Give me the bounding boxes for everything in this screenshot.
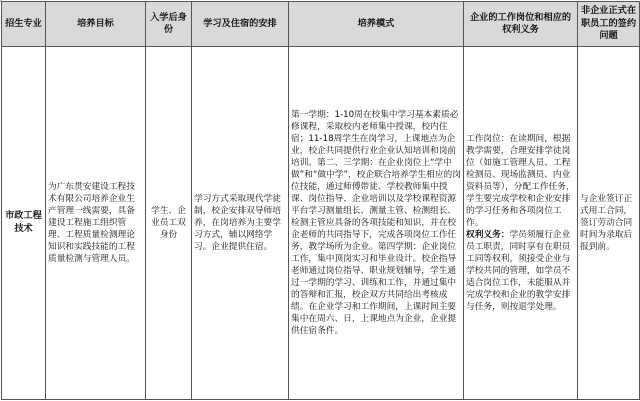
duties-post-text: 工作岗位：在读期间，根据教学需要，合理安排学徒岗位（如施工管理人员、工程检测员、现场监测员、内业资料员等），分配工作任务，学生要完成学校和企业安排的学习任务和各项岗位工作。 — [466, 134, 575, 228]
cell-duties — [464, 47, 578, 400]
cell-goal: 为广东贯安建设工程技术有限公司培养企业生产管理一线需要，具备建设工程施工组织管理、工程质量检测理论知识和实践技能的工程质量检测与管理人员。 — [46, 47, 146, 400]
header-goal: 培养目标 — [46, 2, 146, 47]
duties-rights-text: 学员须履行企业员工职责，同时享有在职员工同等权利，须接受企业与学校共同的管理，如学员不适合岗位工作，未能服从并完成学校和企业的教学安排与任务，则按退学处理。 — [466, 230, 571, 312]
cell-signing: 与企业签订正式用工合同，签订劳动合同时间为录取后报到前。 — [578, 47, 640, 400]
header-duties: 企业的工作岗位和相应的权利义务 — [464, 2, 578, 47]
duties-rights-label: 权利义务： — [466, 230, 510, 240]
table-row — [2, 47, 640, 400]
table-header-row — [2, 2, 640, 47]
header-major: 招生专业 — [2, 2, 46, 47]
header-identity: 入学后身份 — [146, 2, 192, 47]
header-mode: 培养模式 — [289, 2, 464, 47]
training-plan-table — [1, 1, 640, 400]
cell-major: 市政工程技术 — [2, 47, 46, 400]
header-signing: 非企业正式在职员工的签约问题 — [578, 2, 640, 47]
cell-identity: 学生、企业员工双身份 — [146, 47, 192, 400]
header-arrangement: 学习及住宿的安排 — [192, 2, 289, 47]
cell-arrangement: 学习方式采取现代学徒制，校企安排双导师培养，在岗培养为主要学习方式，辅以网络学习。企业提供住宿。 — [192, 47, 289, 400]
cell-mode: 第一学期：1-10周在校集中学习基本素质必修课程，采取校内老师集中授课，校内住宿；11-18周学生在岗学习，上课地点为企业，校企共同提供行业企业认知培训和岗前培训。第二、三学期：在企业岗位上“学中做”和“做中学”，校企联合培养学生相应的岗位技能，通过师傅带徒、学校教师集中授课、岗位指导、企业培训以及学校课程资源平台学习测量组长、测量主管、检测组长、检测主管应具备的各项技能和知识，并在校企老师的共同指导下，完成各项岗位工作任务，教学场所为企业。第四学期：企业岗位工作，集中顶岗实习和毕业设计。校企指导老师通过岗位指导、职业规划辅导，学生通过一学期的学习、训练和工作，并通过集中的答辩和汇报，校企双方共同给出考核成绩。在企业学习和工作期间，上课时间主要集中在周六、日，上课地点为企业，企业提供住宿条件。 — [289, 47, 464, 400]
